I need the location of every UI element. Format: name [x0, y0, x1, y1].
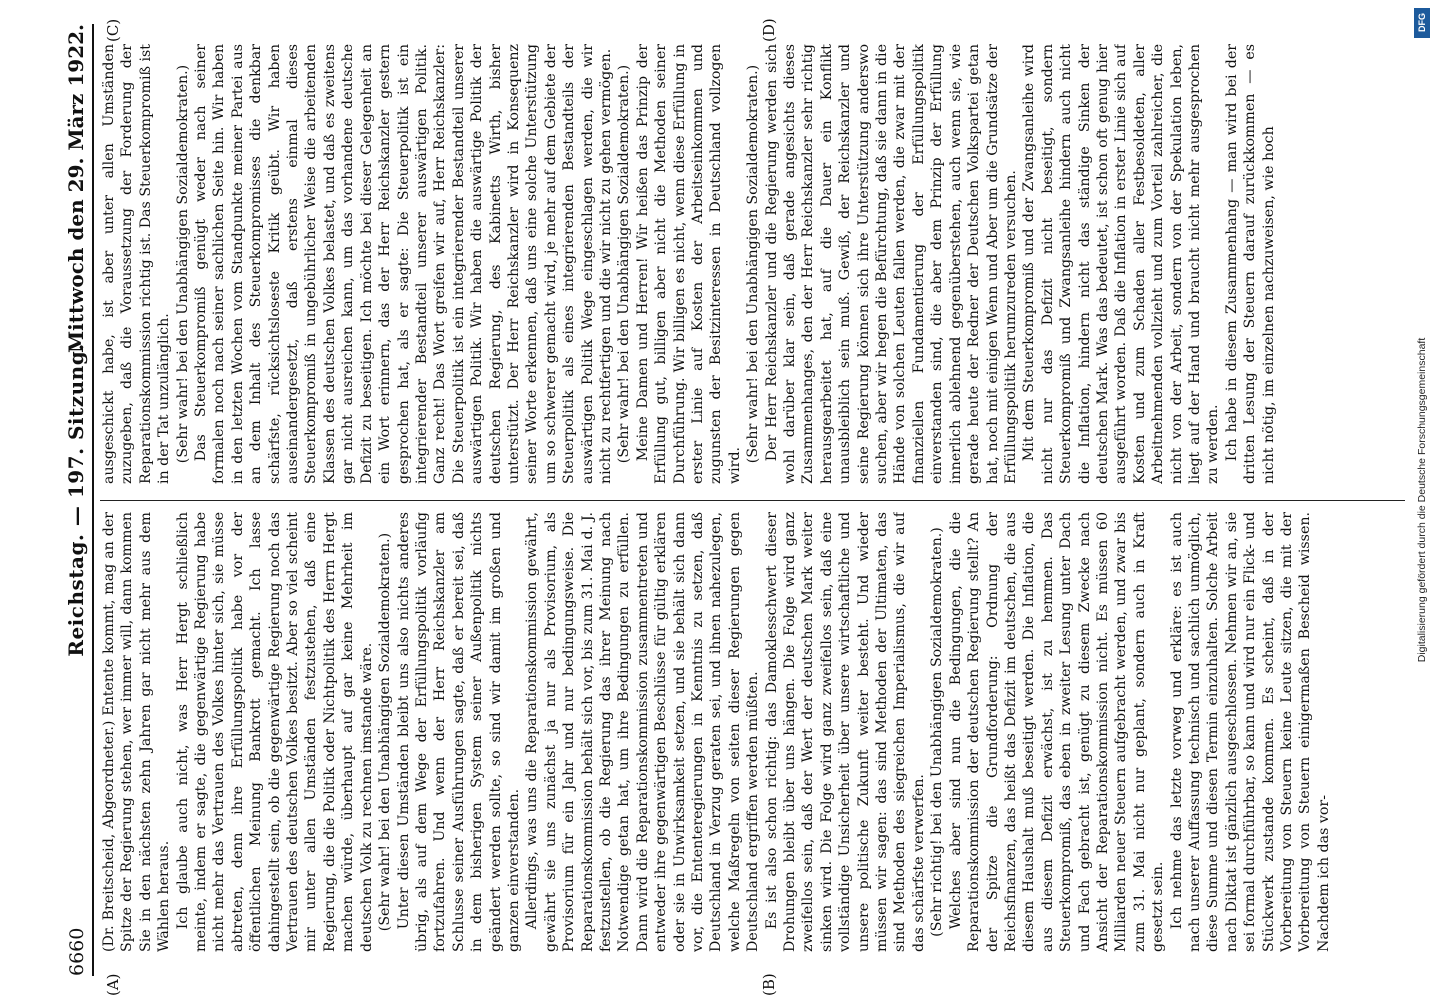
interjection: (Sehr wahr! bei den Unabhängigen Sozialdemokraten.) [745, 64, 762, 464]
column-divider [100, 500, 1405, 501]
paragraph: Es ist also schon richtig: das Damoklesschwert dieser Drohungen bleibt über uns hängen. Die Folge wird ganz zweifellos sein, daß der Wert der deutschen Mark weiter sinken wird. Die Folge wird ganz zweifellos sein, daß eine vollständige Unsicherheit über unsere wirtschaftliche und unsere politische Zukunft weiter besteht. Und wieder müssen wir sagen: das sind Methoden der Ultimaten, das sind Methoden des siegreichen Imperialismus, die wir auf das schärfste verwerfen. [763, 512, 927, 952]
digitization-footer [1410, 0, 1434, 1000]
paragraph: ausgeschickt habe, ist aber unter allen Umständen zuzugeben, daß die Voraussetzung der Forderung der Reparationskommission richtig ist. Das Steuerkompromiß ist in der Tat unzulänglich. [101, 44, 173, 484]
paragraph: Ich nehme das letzte vorweg und erkläre: es ist auch nach unserer Auffassung technisch und sachlich unmöglich, diese Summe und diesen Termin einzuhalten. Solche Arbeit nach Diktat ist gänzlich ausgeschlossen. Nehmen wir an, sie sei formal durchführbar, so kann und wird nur ein Flick- und Stückwerk zustande kommen. Es scheint, daß in der Vorbereitung von Steuern keine Leute sitzen, die mit der Vorbereitung von Steuern einigermaßen Bescheid wissen. Nachdem ich das vor- [1168, 512, 1332, 952]
margin-mark-c: (C) [104, 18, 122, 42]
interjection: (Sehr wahr! bei den Unabhängigen Sozialdemokraten.) [174, 64, 191, 464]
interjection: (Sehr richtig! bei den Unabhängigen Sozialdemokraten.) [929, 527, 946, 937]
margin-mark-d: (D) [760, 18, 778, 42]
dfg-logo: DFG [1414, 8, 1430, 38]
margin-mark-a: (A) [104, 973, 122, 996]
page-number: 6660 [66, 927, 88, 976]
paragraph: Ich glaube auch nicht, was Herr Hergt schließlich meinte, indem er sagte, die gegenwärtige Regierung habe nicht mehr das Vertrauen des Volkes hinter sich, sie müsse abtreten, denn ihre Erfüllungspolitik habe vor der öffentlichen Meinung Bankrott gemacht. Ich lasse dahingestellt sein, ob die gegenwärtige Regierung noch das Vertrauen des deutschen Volkes besitzt. Aber so viel scheint mir unter allen Umständen festzustehen, daß eine Regierung, die die Politik oder Nichtpolitik des Herrn Hergt machen würde, überhaupt auf gar keine Mehrheit im deutschen Volk zu rechnen imstande wäre. [174, 512, 375, 952]
session-date: Mittwoch den 29. März 1922. [64, 24, 88, 354]
interjection: (Sehr wahr! bei den Unabhängigen Sozialdemokraten.) [616, 64, 633, 464]
session-title: Reichstag. — 197. Sitzung. [64, 343, 88, 657]
paragraph: Mit dem Steuerkompromiß und der Zwangsanleihe wird nicht nur das Defizit nicht beseitigt, sondern Steuerkompromiß und Zwangsanleihe hindern auch nicht die Inflation, hindern nicht das ständige Sinken der deutschen Mark. Was das bedeutet, ist schon oft genug hier ausgeführt worden. Daß die Inflation in erster Linie sich auf Kosten und zum Schaden aller Festbesoldeten, aller Arbeitnehmenden vollzieht und zum Vorteil zahlreicher, die nicht von der Arbeit, sondern von der Spekulation leben, liegt auf der Hand und braucht nicht mehr ausgesprochen zu werden. [1021, 44, 1222, 484]
page-header [58, 24, 94, 976]
paragraph: Der Herr Reichskanzler und die Regierung werden sich wohl darüber klar sein, daß gerade angesichts dieses Zusammenhanges, den der Herr Reichskanzler sehr richtig herausgearbeitet hat, auf die Dauer ein Konflikt unausbleiblich sein muß. Gewiß, der Reichskanzler und seine Regierung können sich ihre Unterstützung anderswo suchen, aber wir hegen die Befürchtung, daß sie dann in die Hände von solchen Leuten fallen werden, die zwar mit der finanziellen Fundamentierung der Erfüllungspolitik einverstanden sind, die aber dem Prinzip der Erfüllung innerlich ablehnend gegenüberstehen, auch wenn sie, wie gerade heute der Redner der Deutschen Volkspartei getan hat, noch mit einigen Wenn und Aber um die Grundsätze der Erfüllungspolitik herumzureden versuchen. [763, 44, 1019, 484]
interjection: (Sehr wahr! bei den Unabhängigen Sozialdemokraten.) [377, 532, 394, 932]
funding-note: Digitalisierung gefördert durch die Deutsche Forschungsgemeinschaft [1416, 337, 1428, 663]
paragraph: Meine Damen und Herren! Wir heißen das Prinzip der Erfüllung gut, billigen aber nicht die Methoden seiner Durchführung. Wir billigen es nicht, wenn diese Erfüllung in erster Linie auf Kosten der Arbeitseinkommen und zugunsten der Besitzinteressen in Deutschland vollzogen wird. [634, 44, 743, 484]
left-column [100, 512, 1405, 952]
paragraph: Das Steuerkompromiß genügt weder nach seiner formalen noch nach seiner sachlichen Seite hin. Wir haben in den letzten Wochen vom Standpunkte meiner Partei aus an dem Inhalt des Steuerkompromisses die denkbar schärfste, rücksichtsloseste Kritik geübt. Wir haben auseinandergesetzt, daß erstens einmal dieses Steuerkompromiß in ungebührlicher Weise die arbeitenden Klassen des deutschen Volkes belastet, und daß es zweitens gar nicht ausreichen kann, um das vorhandene deutsche Defizit zu beseitigen. Ich möchte bei dieser Gelegenheit an ein Wort erinnern, das der Herr Reichskanzler gestern gesprochen hat, als er sagte: Die Steuerpolitik ist ein integrierender Bestandteil unserer auswärtigen Politik. Ganz recht! Das Wort greifen wir auf, Herr Reichskanzler: Die Steuerpolitik ist ein integrierender Bestandteil unserer auswärtigen Politik. Wir haben die auswärtige Politik der deutschen Regierung, des Kabinetts Wirth, bisher unterstützt. Der Herr Reichskanzler wird in Konsequenz seiner Worte erkennen, daß uns eine solche Unterstützung um so schwerer gemacht wird, je mehr auf dem Gebiete der Steuerpolitik als eines integrierenden Bestandteils der auswärtigen Politik Wege eingeschlagen werden, die wir nicht zu rechtfertigen und die wir nicht zu gehen vermögen. [193, 44, 614, 484]
right-column [100, 44, 1405, 484]
paragraph: Unter diesen Umständen bleibt uns also nichts anderes übrig, als auf dem Wege der Erfüllungspolitik vorläufig fortzufahren. Und wenn der Herr Reichskanzler am Schlusse seiner Ausführungen sagte, daß er bereit sei, daß in dem bisherigen System seiner Außenpolitik nichts geändert werden sollte, so sind wir damit im großen und ganzen einverstanden. [395, 512, 522, 952]
paragraph: Allerdings, was uns die Reparationskommission gewährt, gewährt sie uns zunächst ja nur als Provisorium, als Provisorium für ein Jahr und nur bedingungsweise. Die Reparationskommission behält sich vor, bis zum 31. Mai d. J. festzustellen, ob die Regierung das ihrer Meinung nach Notwendige getan hat, um ihre Bedingungen zu erfüllen. Dann wird die Reparationskommission zusammentreten und entweder ihre gegenwärtigen Beschlüsse für gültig erklären oder sie in Unwirksamkeit setzen, und sie behält sich dann vor, die Ententeregierungen in Kenntnis zu setzen, daß Deutschland in Verzug geraten sei, und ihnen nahezulegen, welche Maßregeln von seiten dieser Regierungen gegen Deutschland ergriffen werden müßten. [524, 512, 762, 952]
paragraph: Ich habe in diesem Zusammenhang — man wird bei der dritten Lesung der Steuern darauf zurückkommen — es nicht nötig, im einzelnen nachzuweisen, wie hoch [1223, 44, 1277, 484]
paragraph: Welches aber sind nun die Bedingungen, die die Reparationskommission der deutschen Regierung stellt? An der Spitze die Grundforderung: Ordnung der Reichsfinanzen, das heißt das Defizit im deutschen, die aus diesem Haushalt muß beseitigt werden. Die Inflation, die aus diesem Defizit erwächst, ist zu hemmen. Das Steuerkompromiß, das eben in zweiter Lesung unter Dach und Fach gebracht ist, genügt zu diesem Zwecke nach Ansicht der Reparationskommission nicht. Es müssen 60 Milliarden neuer Steuern aufgebracht werden, und zwar bis zum 31. Mai nicht nur geplant, sondern auch in Kraft gesetzt sein. [947, 512, 1167, 952]
paragraph: (Dr. Breitscheid, Abgeordneter.) Entente kommt, mag an der Spitze der Regierung stehen, wer immer will, dann kommen Sie in den nächsten zehn Jahren gar nicht mehr aus dem Wählen heraus. [101, 512, 173, 952]
margin-mark-b: (B) [760, 973, 778, 996]
